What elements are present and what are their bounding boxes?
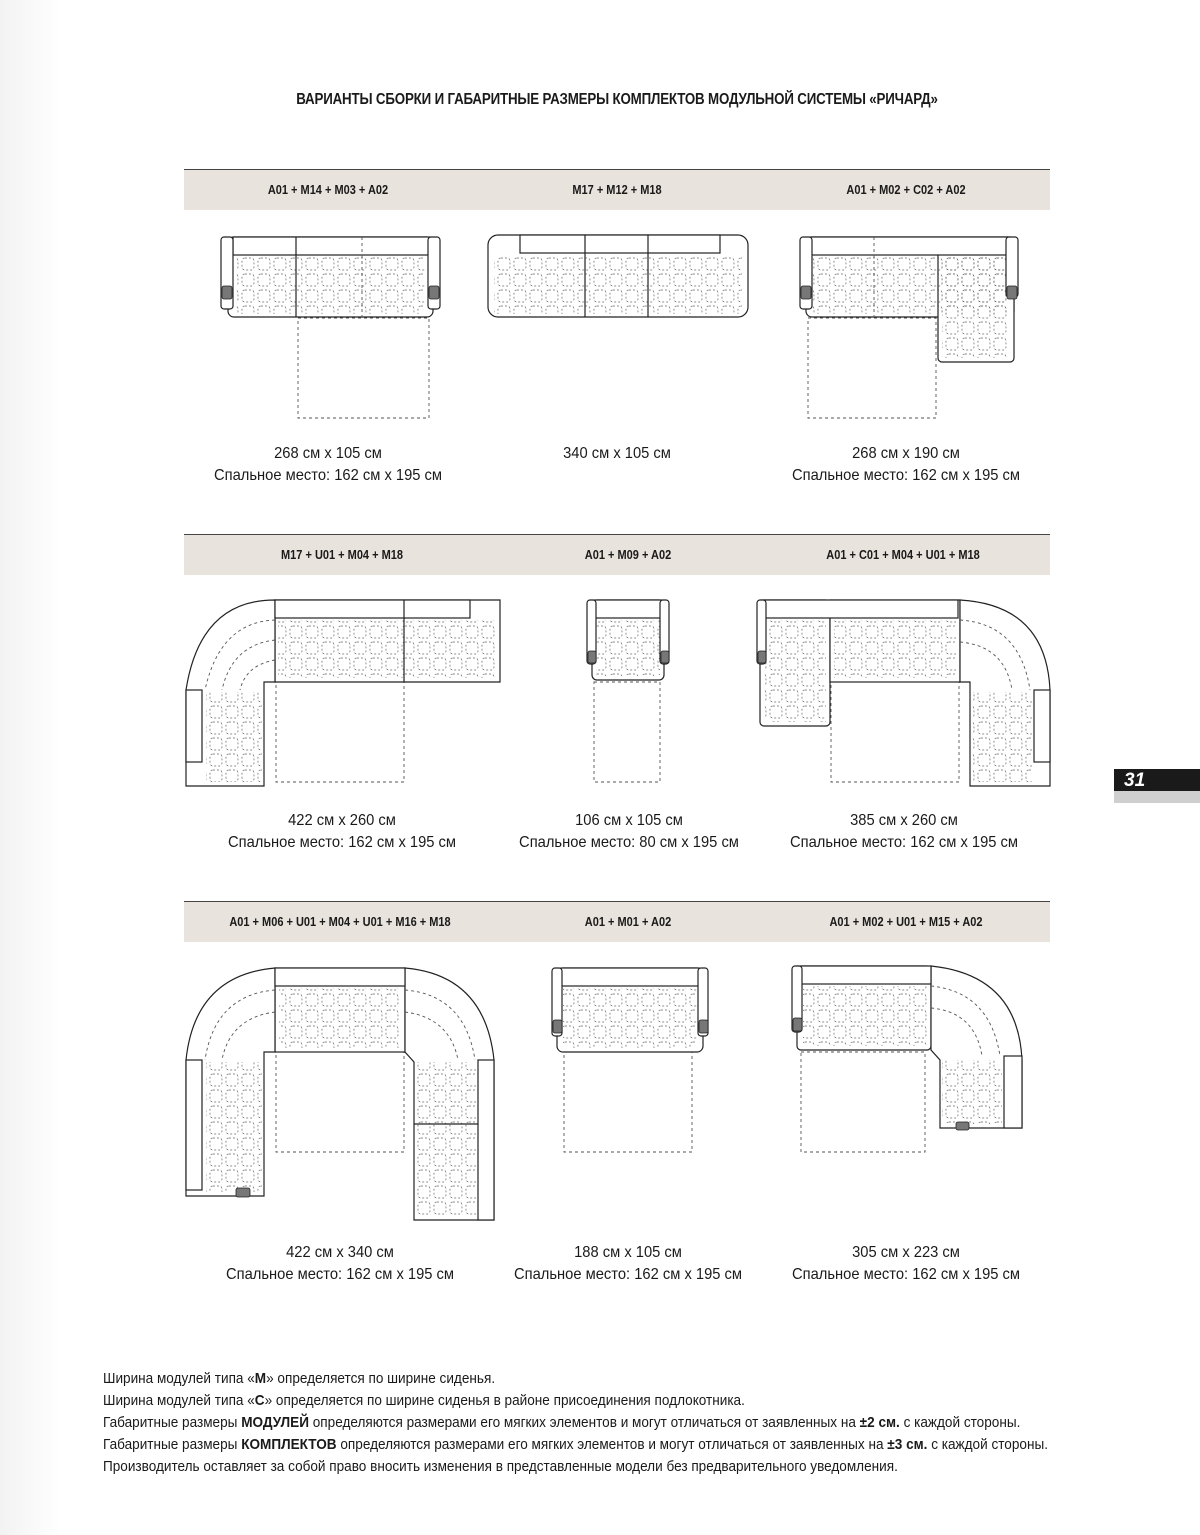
set-label: A01 + M09 + A02 (584, 548, 672, 562)
sleeping-size: Спальное место: 162 см х 195 см (513, 1266, 743, 1283)
dims-6 (766, 810, 1042, 854)
sofa-diagram-8 (552, 968, 708, 1152)
set-label: A01 + M02 + U01 + M15 + A02 (829, 915, 983, 929)
overall-size: 340 см х 105 см (563, 445, 671, 462)
overall-size: 422 см х 260 см (288, 812, 396, 829)
footnotes (103, 1368, 1048, 1478)
sofa-diagram-1 (221, 237, 440, 418)
sofa-diagram-6 (757, 600, 1050, 786)
page-title: ВАРИАНТЫ СБОРКИ И ГАБАРИТНЫЕ РАЗМЕРЫ КОМПЛЕКТОВ МОДУЛЬНОЙ СИСТЕМЫ «РИЧАРД» (296, 91, 938, 108)
sofa-diagram-5 (587, 600, 669, 782)
page-number-tab (1114, 769, 1200, 803)
set-label: M17 + U01 + M04 + M18 (281, 548, 403, 562)
note-line: Ширина модулей типа «С» определяется по ширине сиденья в районе присоединения подлокотника. (103, 1393, 745, 1409)
sofa-diagram-2 (488, 235, 748, 317)
sleeping-size: Спальное место: 162 см х 195 см (213, 467, 443, 484)
set-label: A01 + M06 + U01 + M04 + U01 + M16 + M18 (229, 915, 451, 929)
overall-size: 268 см х 190 см (852, 445, 960, 462)
overall-size: 106 см х 105 см (575, 812, 683, 829)
sleeping-size: Спальное место: 162 см х 195 см (227, 834, 457, 851)
set-label: M17 + M12 + M18 (572, 183, 662, 197)
sofa-diagram-3 (800, 237, 1018, 418)
sleeping-size: Спальное место: 162 см х 195 см (791, 1266, 1021, 1283)
set-label: A01 + C01 + M04 + U01 + M18 (826, 548, 980, 562)
dims-4 (204, 810, 480, 854)
page-number: 31 (1124, 770, 1146, 791)
sleeping-size: Спальное место: 162 см х 195 см (225, 1266, 455, 1283)
dims-8 (490, 1242, 766, 1286)
note-line: Ширина модулей типа «М» определяется по ширине сиденья. (103, 1371, 496, 1387)
note-line: Габаритные размеры МОДУЛЕЙ определяются размерами его мягких элементов и могут отличаться от заявленных на ±2 см. с каждой стороны. (103, 1415, 1021, 1431)
overall-size: 385 см х 260 см (850, 812, 958, 829)
sleeping-size: Спальное место: 162 см х 195 см (789, 834, 1019, 851)
dims-7 (202, 1242, 478, 1286)
dims-3 (768, 443, 1044, 487)
note-line: Габаритные размеры КОМПЛЕКТОВ определяются размерами его мягких элементов и могут отличаться от заявленных на ±3 см. с каждой стороны. (103, 1437, 1048, 1453)
sofa-diagram-7 (186, 968, 494, 1220)
dims-2 (479, 443, 755, 465)
overall-size: 188 см х 105 см (574, 1244, 682, 1261)
dims-9 (768, 1242, 1044, 1286)
overall-size: 422 см х 340 см (286, 1244, 394, 1261)
overall-size: 268 см х 105 см (274, 445, 382, 462)
sleeping-size: Спальное место: 80 см х 195 см (519, 834, 739, 851)
overall-size: 305 см х 223 см (852, 1244, 960, 1261)
set-label: A01 + M01 + A02 (584, 915, 672, 929)
sofa-diagram-4 (186, 600, 500, 786)
set-label: A01 + M02 + C02 + A02 (846, 183, 966, 197)
note-line: Производитель оставляет за собой право вносить изменения в представленные модели без предварительного уведомления. (103, 1459, 898, 1475)
sofa-diagram-9 (792, 966, 1022, 1152)
set-label: A01 + M14 + M03 + A02 (267, 183, 389, 197)
sleeping-size: Спальное место: 162 см х 195 см (791, 467, 1021, 484)
dims-1 (190, 443, 466, 487)
dims-5 (491, 810, 767, 854)
